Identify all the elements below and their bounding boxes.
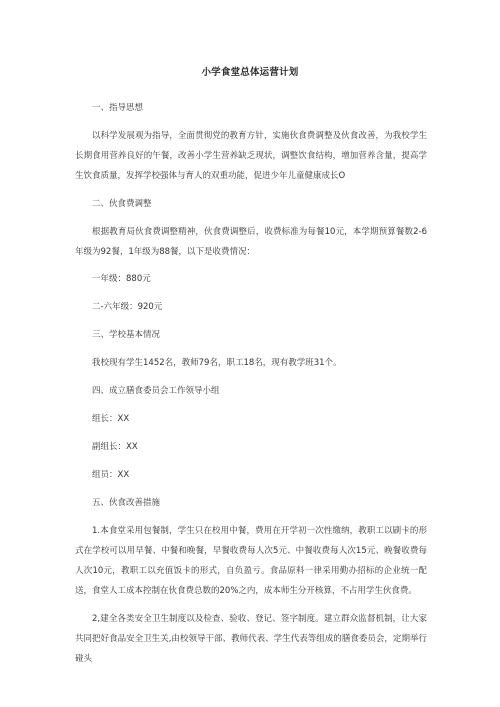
section-heading-guiding-ideology: 一、指导思想 — [92, 103, 144, 113]
committee-deputy-leader: 副组长：XX — [92, 442, 138, 452]
section-heading-school-info: 三、学校基本情况 — [92, 330, 161, 340]
committee-members: 组员：XX — [92, 470, 130, 480]
committee-leader: 组长：XX — [92, 414, 130, 424]
paragraph-fee-adjustment: 根据教育局伙食费调整精神，伙食费调整后，收费标准为每餐10元，本学期预算餐数2-6年级为92餐，1年级为88餐，以下是收费情况： — [75, 227, 427, 257]
paragraph-measure-two: 2,建全各类安全卫生制度以及检查、验收、登记、签字制度。建立群众监督机制，让大家共同把好食品安全卫生关,由校领导干部、教师代表、学生代表等组成的膳食委员会，定期举行碰头 — [75, 614, 427, 664]
fee-line-grade-two-to-six: 二-六年级：920元 — [92, 302, 163, 312]
fee-line-grade-one: 一年级：880元 — [92, 274, 151, 284]
paragraph-guiding-ideology: 以科学发展观为指导，全面贯彻党的教育方针，实施伙食费调整及伙食改善，为我校学生长期食用营养良好的午餐，改善小学生营养缺乏现状，调整饮食结构，增加营养含量，提高学生饮食质量，发挥学校强体与育人的双重功能，促进少年儿童健康成长O — [75, 131, 427, 181]
paragraph-school-info: 我校现有学生1452名，教师79名，职工18名，现有教学班31个。 — [92, 358, 342, 368]
paragraph-measure-one: 1.本食堂采用包餐制，学生只在校用中餐，费用在开学初一次性缴纳，教职工以刷卡的形式在学校可以用早餐、中餐和晚餐，早餐收费每人次5元、中餐收费每人次15元、晚餐收费每人次10元，教职工以充值饭卡的形式，自负盈亏。食品原料一律采用勤办招标的企业统一配送，食堂人工成本控制在伙食费总数的20%之内，成本师生分开核算，不占用学生伙食费。 — [75, 526, 427, 596]
section-heading-committee: 四、成立膳食委员会工作领导小组 — [92, 386, 220, 396]
document-body — [75, 98, 427, 677]
section-heading-improvement-measures: 五、伙食改善措施 — [92, 498, 161, 508]
section-heading-fee-adjustment: 二、伙食费调整 — [92, 199, 152, 209]
document-title: 小学食堂总体运营计划 — [201, 67, 299, 78]
